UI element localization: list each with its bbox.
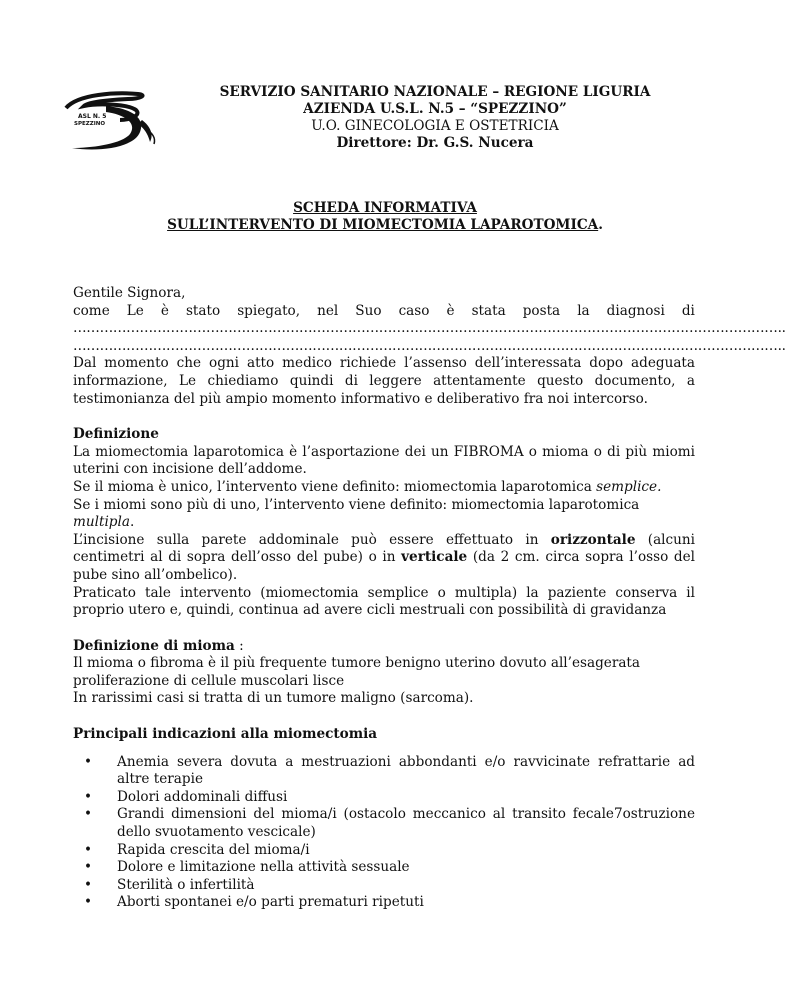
document-body: [73, 285, 786, 912]
diag-word: nel: [317, 302, 339, 319]
orizzontale-term: orizzontale: [550, 531, 636, 548]
title-period: .: [598, 217, 603, 233]
title-line-2: [120, 217, 650, 234]
list-item: • Dolore e limitazione nella attività sessuale: [117, 859, 695, 877]
document-title: [120, 200, 650, 234]
definizione-p5: Praticato tale intervento (miomectomia semplice o multipla) la paziente conserva il proprio utero e, quindi, continua ad avere cicli mestruali con possibilità di gravidanza: [73, 584, 695, 619]
diag-word: diagnosi: [606, 302, 665, 319]
header-line-3: U.O. GINECOLOGIA E OSTETRICIA: [311, 118, 559, 134]
diag-word: stata: [471, 302, 506, 319]
dotted-line-2: ……………………………………………………………………………………………………………………………………………..: [73, 337, 786, 354]
definizione-p3-end: .: [129, 514, 135, 531]
diag-word: di: [681, 302, 695, 319]
diag-word: è: [446, 302, 455, 319]
definizione-p2-text: Se il mioma è unico, l’intervento viene definito: miomectomia laparotomica: [73, 478, 597, 495]
diag-word: posta: [522, 302, 561, 319]
definizione-p4-c: (alcuni centimetri al di sopra dell’osso del pube) o in: [73, 531, 695, 566]
list-item: • Rapida crescita del mioma/i: [117, 842, 695, 860]
mioma-line-3: In rarissimi casi si tratta di un tumore maligno (sarcoma).: [73, 690, 474, 707]
definizione-p4: [73, 532, 695, 585]
diag-word: stato: [185, 302, 221, 319]
diag-word: spiegato,: [237, 302, 301, 319]
list-item: • Sterilità o infertilità: [117, 877, 695, 895]
diagnosis-line: [73, 303, 695, 321]
definizione-p3: [73, 497, 695, 532]
dotted-line-1: ……………………………………………………………………………………………………………………………………………..: [73, 320, 786, 337]
title-line-1: SCHEDA INFORMATIVA: [293, 200, 477, 216]
header-line-4: Direttore: Dr. G.S. Nucera: [336, 135, 534, 151]
definizione-p2: [73, 479, 695, 497]
mioma-heading-line: [73, 638, 695, 656]
indicazioni-list: [73, 754, 695, 912]
diag-word: Suo: [355, 302, 382, 319]
multipla-term: multipla: [73, 514, 130, 531]
asl-logo: [58, 90, 164, 156]
diag-word: la: [577, 302, 590, 319]
list-item: • Anemia severa dovuta a mestruazioni abbondanti e/o ravvicinate refrattarie ad altre terapie: [117, 754, 695, 789]
list-item: • Grandi dimensioni del mioma/i (ostacolo meccanico al transito fecale7ostruzione dello svuotamento vescicale): [117, 806, 695, 841]
verticale-term: verticale: [401, 549, 468, 566]
logo-text-2: SPEZZINO: [74, 121, 106, 127]
header-line-2: AZIENDA U.S.L. N.5 – “SPEZZINO”: [303, 101, 567, 117]
header: [210, 84, 660, 152]
mioma-heading: Definizione di mioma: [73, 637, 235, 654]
diag-word: Le: [126, 302, 144, 319]
greeting: Gentile Signora,: [73, 285, 186, 301]
diag-word: come: [73, 302, 110, 319]
definizione-p3-text: Se i miomi sono più di uno, l’intervento viene definito: miomectomia laparotomica: [73, 496, 640, 513]
title-line-2-text: SULL’INTERVENTO DI MIOMECTOMIA LAPAROTOMICA: [167, 217, 599, 233]
diag-word: è: [160, 302, 169, 319]
header-line-1: SERVIZIO SANITARIO NAZIONALE – REGIONE LIGURIA: [219, 84, 651, 100]
definizione-p4-a: L’incisione sulla parete addominale può essere effettuato in: [73, 531, 551, 548]
mioma-line-1: Il mioma o fibroma è il più frequente tumore benigno uterino dovuto all’esagerata: [73, 655, 641, 672]
definizione-heading: Definizione: [73, 426, 159, 443]
list-item: • Aborti spontanei e/o parti prematuri ripetuti: [117, 894, 695, 912]
intro-paragraph: Dal momento che ogni atto medico richiede l’assenso dell’interessata dopo adeguata informazione, Le chiediamo quindi di leggere attentamente questo documento, a testimonianza del più ampio momento informativo e deliberativo fra noi intercorso.: [73, 355, 695, 407]
definizione-p1: La miomectomia laparotomica è l’asportazione dei un FIBROMA o mioma o di più miomi uterini con incisione dell’addome.: [73, 443, 695, 478]
definizione-p4-e: (da 2 cm. circa sopra l’osso del pube sino all’ombelico).: [73, 549, 695, 583]
diag-word: caso: [398, 302, 430, 319]
mioma-heading-suffix: :: [234, 637, 244, 654]
indicazioni-heading: Principali indicazioni alla miomectomia: [73, 726, 378, 743]
logo-text-1: ASL N. 5: [78, 113, 107, 120]
list-item: • Dolori addominali diffusi: [117, 789, 695, 807]
mioma-line-2: proliferazione di cellule muscolari lisce: [73, 672, 345, 689]
semplice-term: semplice.: [596, 478, 662, 495]
